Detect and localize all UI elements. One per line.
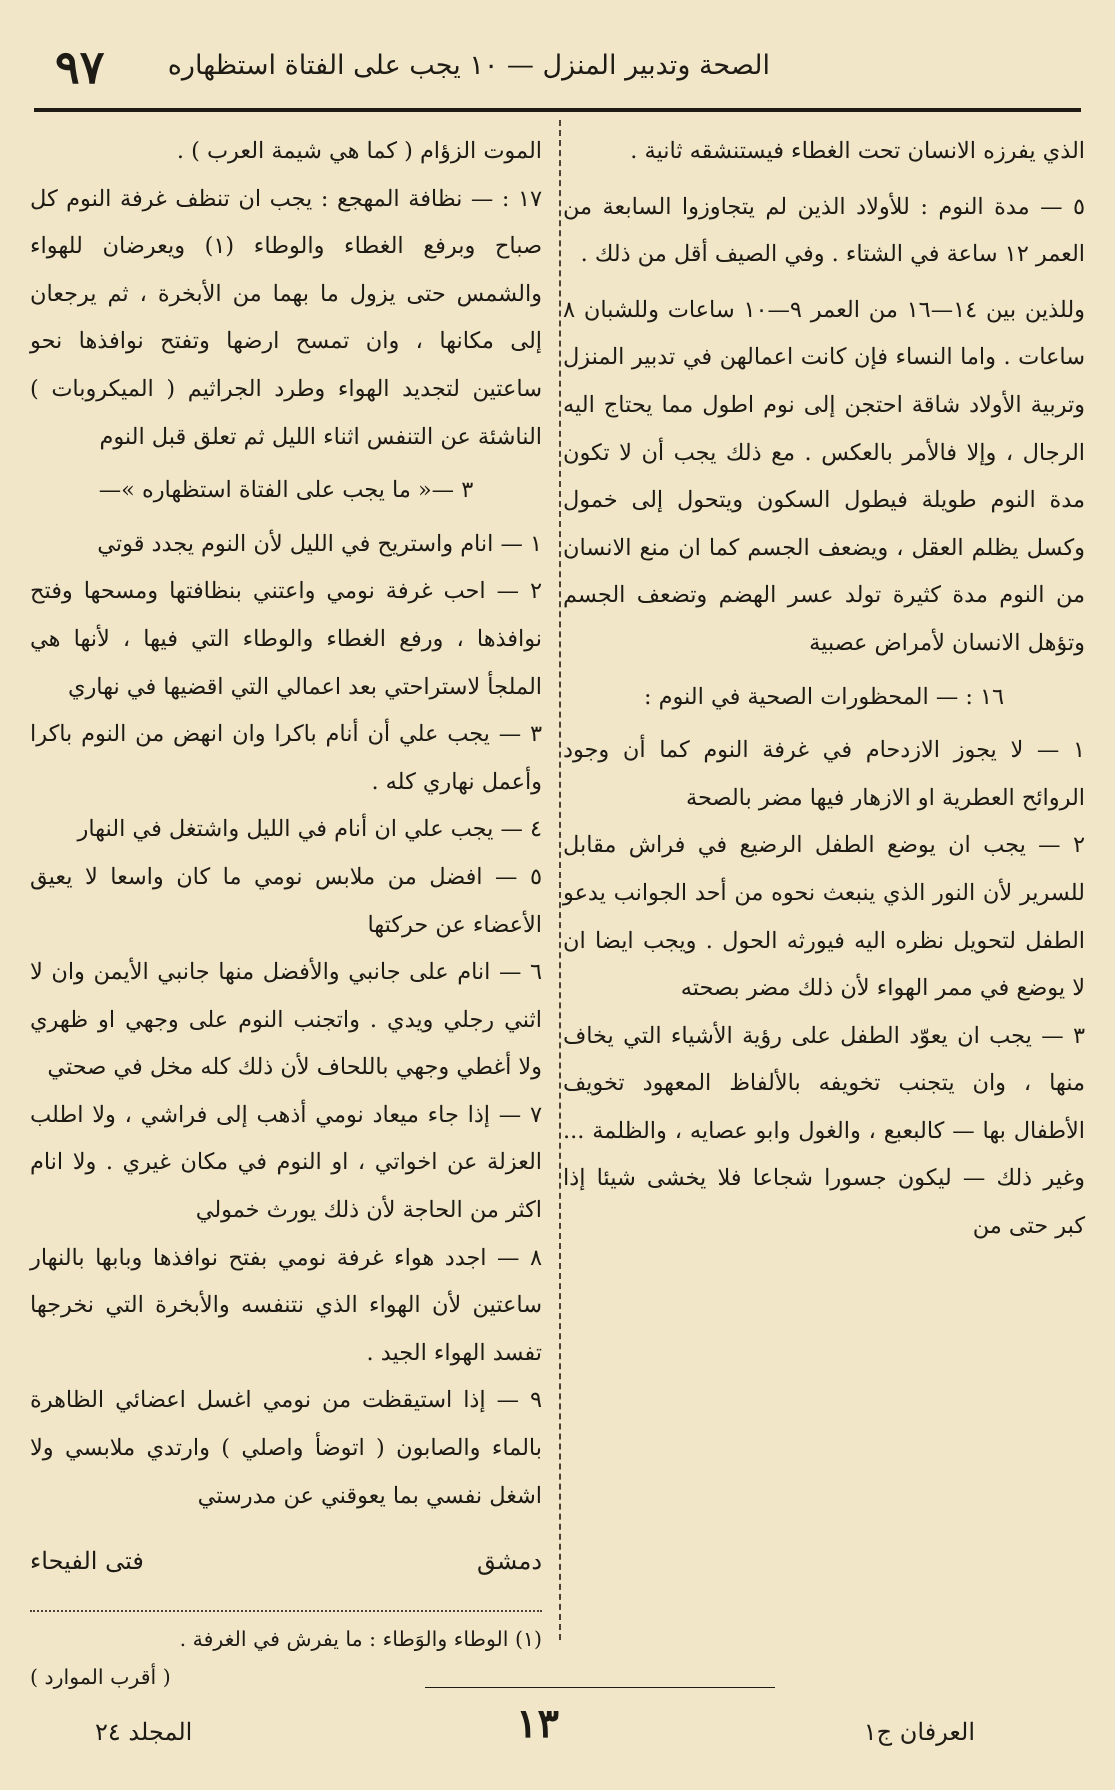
signature [30, 1538, 542, 1586]
paragraph: وللذين بين ١٤—١٦ من العمر ٩—١٠ ساعات وللشبان ٨ ساعات . واما النساء فإن كانت اعمالهن في تدبير المنزل وتربية الأولاد شاقة احتجن إلى نوم اطول مما يحتاج اليه الرجال ، وإلا فالأمر بالعكس . مع ذلك يجب أن لا تكون مدة النوم طويلة فيطول السكون ويتحول إلى خمول وكسل يظلم العقل ، ويضعف الجسم كما ان منع الانسان من النوم مدة كثيرة تولد عسر الهضم وتضعف الجسم وتؤهل الانسان لأمراض عصبية [563, 296, 1085, 656]
paragraph: ٢ — يجب ان يوضع الطفل الرضيع في فراش مقابل للسرير لأن النور الذي ينبعث نحوه من أحد الجوانب يدعو الطفل لتحويل نظره اليه فيورثه الحول . ويجب ايضا ان لا يوضع في ممر الهواء لأن ذلك مضر بصحته [563, 832, 1085, 1002]
list-item: ٥ — افضل من ملابس نومي ما كان واسعا لا يعيق الأعضاء عن حركتها [30, 863, 542, 938]
journal-name: العرفان ج١ [863, 1718, 975, 1746]
footer-page-number: ١٣ [516, 1700, 559, 1747]
page-header [55, 40, 1060, 102]
footnote [30, 1620, 542, 1696]
list-item: ٤ — يجب علي ان أنام في الليل واشتغل في النهار [77, 816, 542, 843]
list-item: ٩ — إذا استيقظت من نومي اغسل اعضائي الظاهرة بالماء والصابون ( اتوضأ واصلي ) وارتدي ملابسي ولا اشغل نفسي بما يعوقني عن مدرستي [30, 1387, 542, 1509]
list-item: ٣ — يجب علي أن أنام باكرا وان انهض من النوم باكرا وأعمل نهاري كله . [30, 721, 542, 795]
footnote-source: ( أقرب الموارد ) [30, 1664, 171, 1689]
signature-name: فتى الفيحاء [30, 1547, 144, 1576]
page-number: ٩٧ [55, 40, 105, 94]
section-heading: ٣ —« ما يجب على الفتاة استظهاره »— [98, 477, 474, 504]
footer-rule [425, 1687, 775, 1688]
list-item: ٨ — اجدد هواء غرفة نومي بفتح نوافذها وبابها بالنهار ساعتين لأن الهواء الذي نتنفسه والأبخرة التي نخرجها تفسد الهواء الجيد . [30, 1244, 542, 1366]
footnote-text: (١) الوطاء والوَطاء : ما يفرش في الغرفة . [179, 1626, 542, 1651]
paragraph: ١٧ : — نظافة المهجع : يجب ان تنظف غرفة النوم كل صباح وبرفع الغطاء والوطاء (١) ويعرضان للهواء والشمس حتى يزول ما بهما من الأبخرة ، ثم يرجعان إلى مكانها ، وان تمسح ارضها وتفتح نوافذها نحو ساعتين لتجديد الهواء وطرد الجراثيم ( الميكروبات ) الناشئة عن التنفس اثناء الليل ثم تعلق قبل النوم [30, 185, 542, 450]
section-heading: ١٦ : — المحظورات الصحية في النوم : [643, 683, 1005, 710]
paragraph: الذي يفرزه الانسان تحت الغطاء فيستنشقه ثانية . [630, 138, 1085, 164]
paragraph: ٣ — يجب ان يعوّد الطفل على رؤية الأشياء التي يخاف منها ، وان يتجنب تخويفه بالألفاظ المعهود تخويف الأطفال بها — كالبعبع ، والغول وابو عصايه ، والظلمة ... وغير ذلك — ليكون جسورا شجاعا فلا يخشى شيئا إذا كبر حتى من [563, 1022, 1085, 1240]
footnote-rule [30, 1610, 542, 1612]
list-item: ٦ — انام على جانبي والأفضل منها جانبي الأيمن وان لا اثني رجلي ويدي . واتجنب النوم على وجهي او ظهري ولا أغطي وجهي باللحاف لأن ذلك كله مخل في صحتي [30, 959, 542, 1081]
paragraph: الموت الزؤام ( كما هي شيمة العرب ) . [176, 138, 542, 164]
left-column [30, 128, 542, 1696]
column-divider [559, 120, 561, 1640]
list-item: ١ — انام واستريح في الليل لأن النوم يجدد قوتي [97, 530, 542, 557]
list-item: ٢ — احب غرفة نومي واعتني بنظافتها ومسحها وفتح نوافذها ، ورفع الغطاء والوطاء التي فيها ، لأنها هي الملجأ لاستراحتي بعد اعمالي التي اقضيها في نهاري [30, 578, 542, 700]
signature-place: دمشق [477, 1547, 542, 1576]
list-item: ٧ — إذا جاء ميعاد نومي أذهب إلى فراشي ، ولا اطلب العزلة عن اخواتي ، او النوم في مكان غيري . ولا انام اكثر من الحاجة لأن ذلك يورث خمولي [30, 1101, 542, 1224]
right-column [563, 128, 1085, 1251]
running-title: الصحة وتدبير المنزل — ١٠ يجب على الفتاة استظهاره [167, 50, 770, 81]
paragraph: ١ — لا يجوز الازدحام في غرفة النوم كما أن وجود الروائح العطرية او الازهار فيها مضر بالصحة [563, 737, 1085, 811]
paragraph: ٥ — مدة النوم : للأولاد الذين لم يتجاوزوا السابعة من العمر ١٢ ساعة في الشتاء . وفي الصيف أقل من ذلك . [563, 193, 1085, 268]
header-rule [34, 108, 1081, 112]
volume-number: المجلد ٢٤ [95, 1718, 193, 1746]
